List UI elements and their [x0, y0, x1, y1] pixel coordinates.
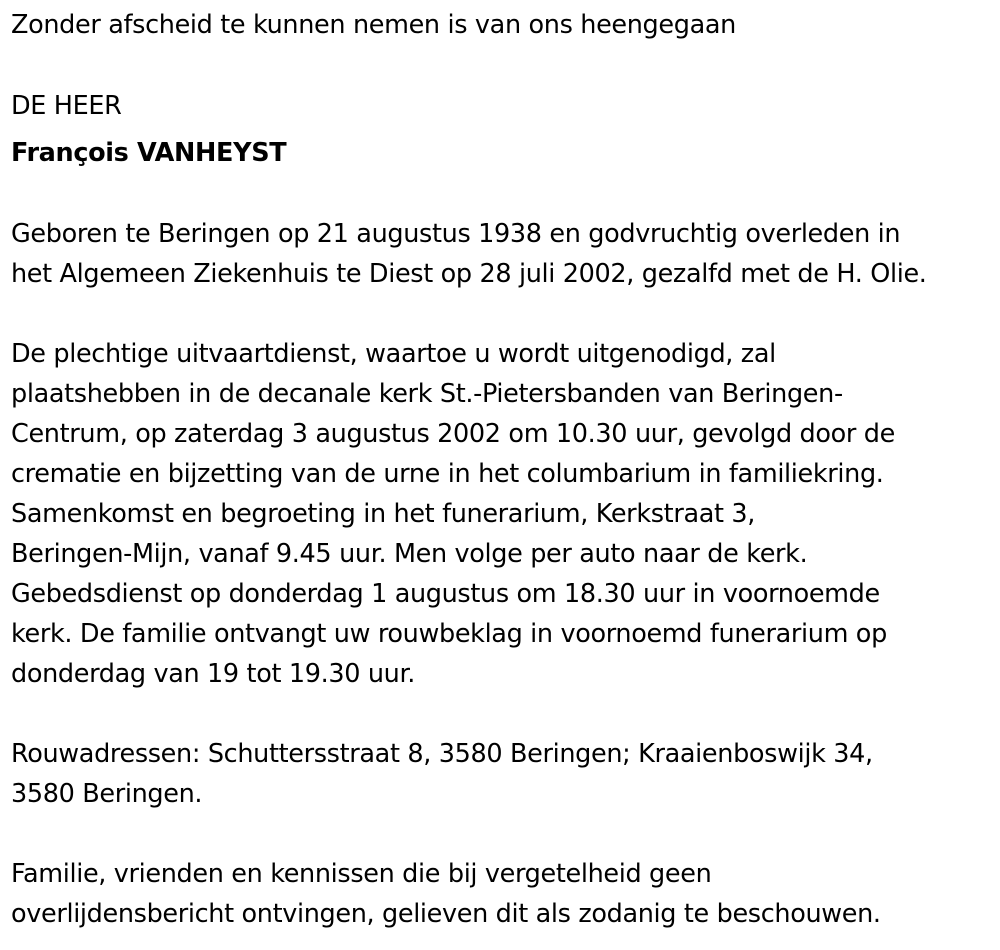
text-line: het Algemeen Ziekenhuis te Diest op 28 juli 2002, gezalfd met de H. Olie.	[11, 259, 927, 289]
mourning-address-paragraph	[11, 734, 873, 814]
text-line: Samenkomst en begroeting in het funerarium, Kerkstraat 3,	[11, 499, 756, 529]
closing-paragraph	[11, 854, 881, 934]
text-line: crematie en bijzetting van de urne in het columbarium in familiekring.	[11, 459, 884, 489]
birth-death-paragraph	[11, 214, 927, 294]
deceased-name: François VANHEYST	[11, 138, 287, 168]
text-line: Gebedsdienst op donderdag 1 augustus om 18.30 uur in voornoemde	[11, 579, 880, 609]
text-line: 3580 Beringen.	[11, 779, 203, 809]
text-line: plaatshebben in de decanale kerk St.-Pietersbanden van Beringen-	[11, 379, 843, 409]
honorific: DE HEER	[11, 91, 122, 121]
text-line: Beringen-Mijn, vanaf 9.45 uur. Men volge per auto naar de kerk.	[11, 539, 808, 569]
text-line: donderdag van 19 tot 19.30 uur.	[11, 659, 416, 689]
text-line: overlijdensbericht ontvingen, gelieven dit als zodanig te beschouwen.	[11, 899, 881, 929]
text-line: kerk. De familie ontvangt uw rouwbeklag in voornoemd funerarium op	[11, 619, 887, 649]
text-line: Rouwadressen: Schuttersstraat 8, 3580 Beringen; Kraaienboswijk 34,	[11, 739, 873, 769]
text-line: Geboren te Beringen op 21 augustus 1938 en godvruchtig overleden in	[11, 219, 901, 249]
intro-line: Zonder afscheid te kunnen nemen is van ons heengegaan	[11, 10, 736, 40]
funeral-service-paragraph	[11, 334, 895, 694]
text-line: Centrum, op zaterdag 3 augustus 2002 om 10.30 uur, gevolgd door de	[11, 419, 895, 449]
text-line: De plechtige uitvaartdienst, waartoe u wordt uitgenodigd, zal	[11, 339, 776, 369]
text-line: Familie, vrienden en kennissen die bij vergetelheid geen	[11, 859, 712, 889]
